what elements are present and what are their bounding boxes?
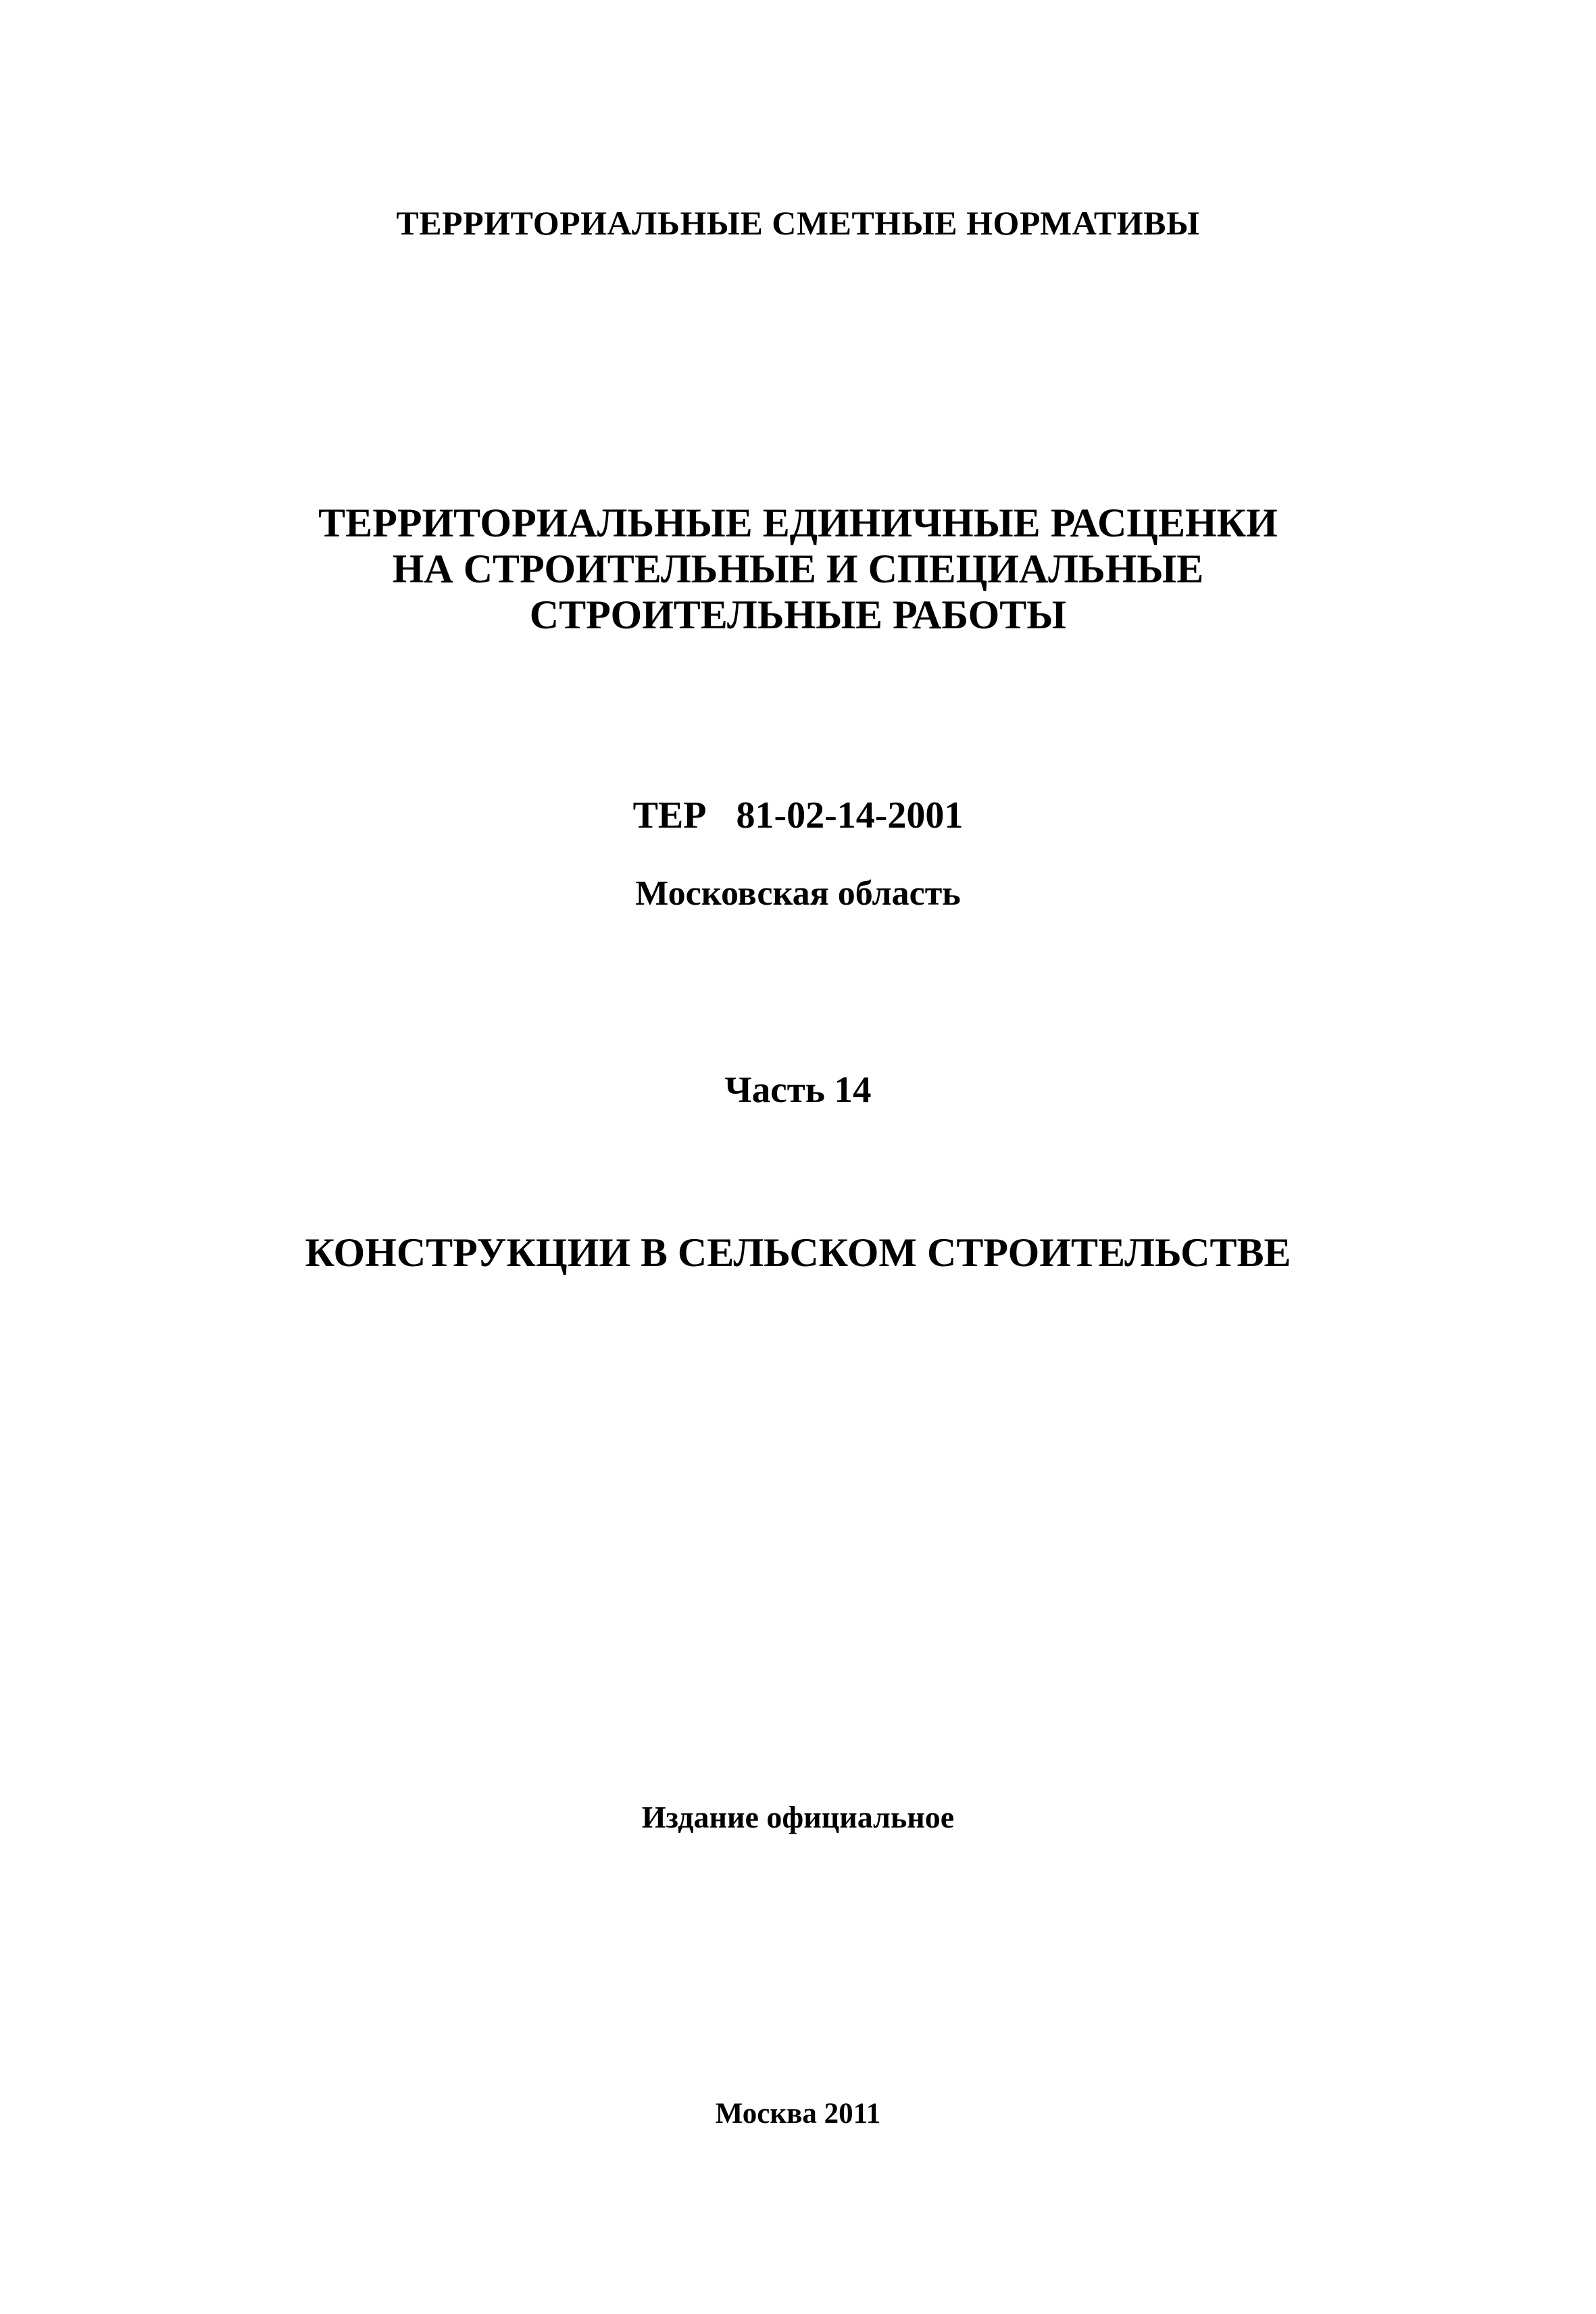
section-title: КОНСТРУКЦИИ В СЕЛЬСКОМ СТРОИТЕЛЬСТВЕ xyxy=(305,1230,1291,1275)
part-label: Часть 14 xyxy=(724,1069,872,1110)
main-title-line-2: НА СТРОИТЕЛЬНЫЕ И СПЕЦИАЛЬНЫЕ xyxy=(392,547,1204,591)
edition-label: Издание официальное xyxy=(641,1800,955,1834)
region-label: Московская область xyxy=(635,874,961,913)
series-title: ТЕРРИТОРИАЛЬНЫЕ СМЕТНЫЕ НОРМАТИВЫ xyxy=(396,204,1200,242)
main-title-line-3: СТРОИТЕЛЬНЫЕ РАБОТЫ xyxy=(529,593,1067,637)
main-title xyxy=(0,500,1596,638)
main-title-line-1: ТЕРРИТОРИАЛЬНЫЕ ЕДИНИЧНЫЕ РАСЦЕНКИ xyxy=(318,501,1278,545)
city-year-label: Москва 2011 xyxy=(715,2098,881,2130)
document-code: ТЕР 81-02-14-2001 xyxy=(632,795,964,836)
